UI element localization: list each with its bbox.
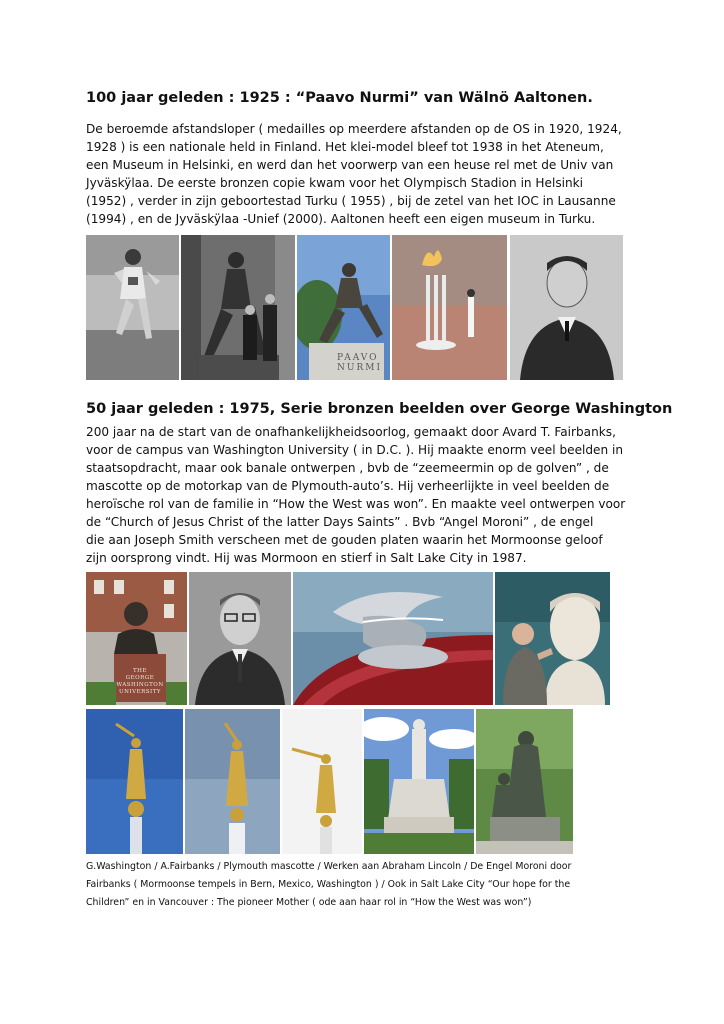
photo-washington-bust (86, 572, 187, 705)
caption-line: G.Washington / A.Fairbanks / Plymouth mascotte / Werken aan Abraham Lincoln / De Engel Moroni door (86, 861, 572, 872)
plaque-label: PAAVO NURMI (337, 353, 383, 373)
text-line: de “Church of Jesus Christ of the latter Days Saints” . Bvb “Angel Moroni” , de engel (86, 515, 594, 529)
photo-nurmi-clay-model (181, 235, 295, 380)
text-line: voor de campus van Washington University ( in D.C. ). Hij maakte enorm veel beelden in (86, 443, 624, 457)
photo-nurmi-running (86, 235, 179, 380)
caption-line: Fairbanks ( Mormoonse tempels in Bern, Mexico, Washington ) / Ook in Salt Lake City “Our hope for the (86, 879, 571, 890)
photo-olympic-stadium-flame (392, 235, 507, 380)
paragraph-1925 (86, 120, 646, 228)
text-line: De beroemde afstandsloper ( medailles op meerdere afstanden op de OS in 1920, 1924, (86, 122, 622, 136)
photo-nurmi-portrait (510, 235, 623, 380)
photo-fairbanks-lincoln (495, 572, 610, 705)
text-line: mascotte op de motorkap van de Plymouth-auto’s. Hij verheerlijkte in veel beelden de (86, 479, 610, 493)
text-line: heroïsche rol van de familie in “How the West was won”. En maakte veel ontwerpen voor (86, 497, 626, 511)
photo-nurmi-bronze-statue (297, 235, 390, 380)
photo-pioneer-mother (476, 709, 573, 854)
photo-moroni-mexico (185, 709, 280, 854)
text-line: staatsopdracht, maar ook banale ontwerpen , bvb de “zeemeermin op de golven” , de (86, 461, 609, 475)
text-line: (1994) , en de Jyväskÿlaa -Unief (2000). Aaltonen heeft een eigen museum in Turku. (86, 212, 596, 226)
photo-moroni-washington (282, 709, 362, 854)
text-line: een Museum in Helsinki, en werd dan het voorwerp van een heuse rel met de Univ van (86, 158, 614, 172)
text-line: die aan Joseph Smith verscheen met de gouden platen waarin het Mormoonse geloof (86, 533, 603, 547)
image-caption (86, 858, 646, 912)
photo-moroni-bern (86, 709, 183, 854)
caption-line: Children” en in Vancouver : The pioneer Mother ( ode aan haar rol in “How the West was won”) (86, 897, 532, 908)
text-line: Jyväskÿlaa. De eerste bronzen copie kwam voor het Olympisch Stadion in Helsinki (86, 176, 584, 190)
text-line: zijn oorsprong vindt. Hij was Mormoon en stierf in Salt Lake City in 1987. (86, 551, 527, 565)
text-line: 1928 ) is een nationale held in Finland. Het klei-model bleef tot 1938 in het Ateneum, (86, 140, 604, 154)
section-title-1975: 50 jaar geleden : 1975, Serie bronzen beelden over George Washington (86, 401, 673, 417)
plaque-label: THE GEORGE WASHINGTON UNIVERSITY (116, 668, 164, 695)
text-line: (1952) , verder in zijn geboortestad Turku ( 1955) , bij de zetel van het IOC in Lausanne (86, 194, 616, 208)
section-title-1925: 100 jaar geleden : 1925 : “Paavo Nurmi” van Wälnö Aaltonen. (86, 90, 593, 106)
text-line: 200 jaar na de start van de onafhankelijkheidsoorlog, gemaakt door Avard T. Fairbanks, (86, 425, 616, 439)
photo-our-hope-for-the-children (364, 709, 474, 854)
paragraph-1975 (86, 423, 646, 567)
photo-fairbanks-portrait (189, 572, 291, 705)
photo-plymouth-mascot (293, 572, 493, 705)
